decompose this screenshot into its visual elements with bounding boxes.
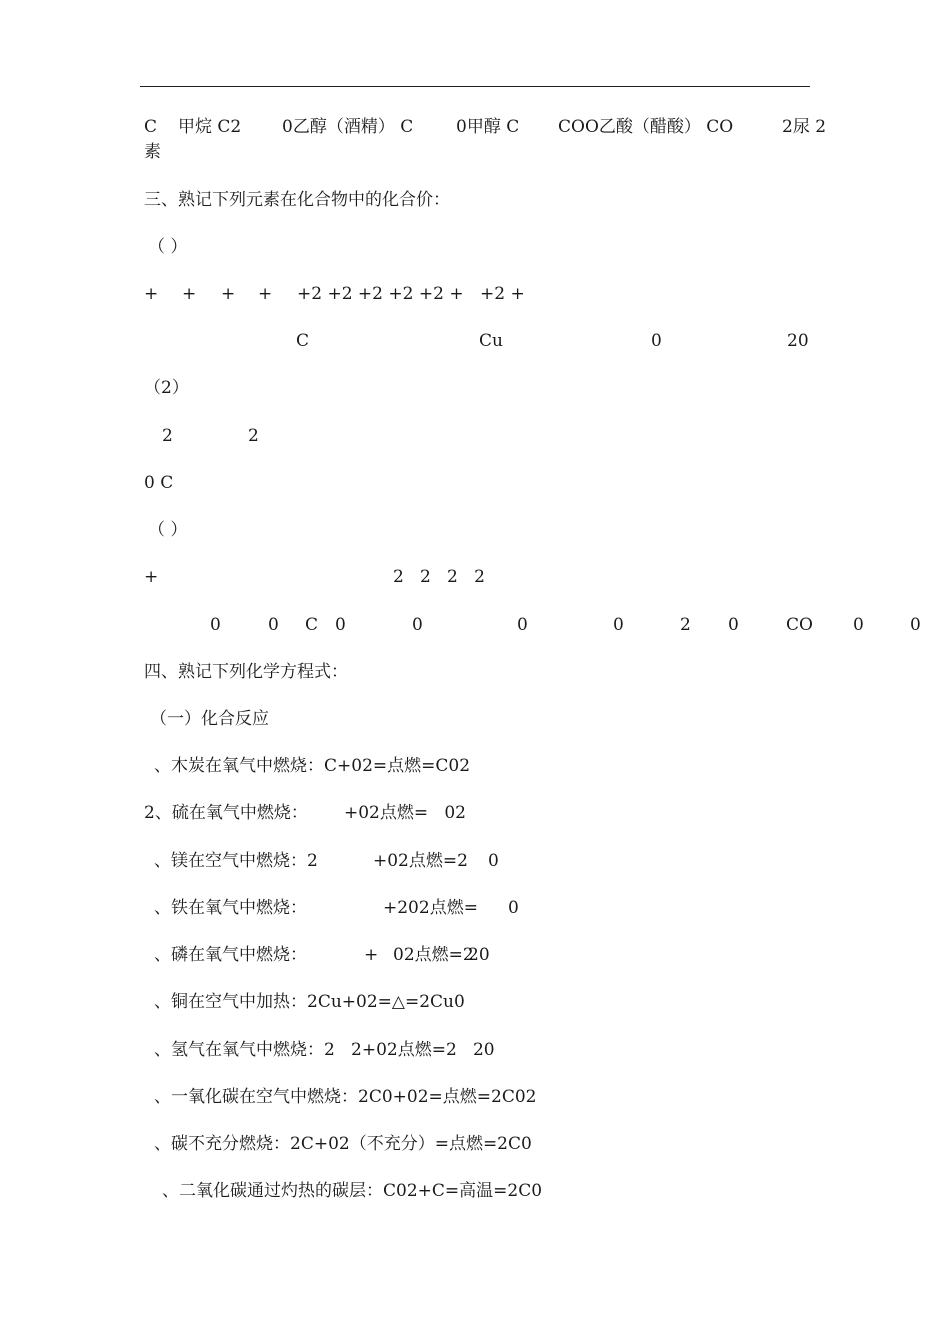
- plus-sign: +: [182, 284, 197, 304]
- equation-sulfur: 2、硫在氧气中燃烧：: [144, 803, 308, 823]
- equation-copper: 、铜在空气中加热：2Cu+02=△=2Cu0: [154, 992, 465, 1012]
- row3-nums: 2 2 2 2: [393, 567, 485, 587]
- equation-phosphorus-tail: 20: [468, 945, 490, 965]
- equation-magnesium: 、镁在空气中燃烧：2: [154, 851, 318, 871]
- plus-sign: +: [144, 284, 159, 304]
- element-label: C: [296, 331, 310, 351]
- formula-urea: 2尿 2: [782, 117, 827, 137]
- subscript-2: 2: [162, 426, 173, 446]
- paren-2: （2）: [144, 378, 189, 398]
- formula-wrap: 素: [144, 142, 161, 162]
- section-3-title: 三、熟记下列元素在化合物中的化合价：: [144, 190, 450, 210]
- equation-iron-tail: 0: [508, 898, 519, 918]
- subsection-title: （一）化合反应: [150, 709, 269, 729]
- row4-item: 0: [853, 615, 864, 635]
- header-rule: [140, 86, 810, 87]
- equation-phosphorus: 、磷在氧气中燃烧：: [154, 945, 307, 965]
- formula-methane: 甲烷 C2: [178, 117, 242, 137]
- plus-sign: +: [221, 284, 236, 304]
- plus-sign: +: [258, 284, 273, 304]
- row4-item: 0: [335, 615, 346, 635]
- equation-charcoal: 、木炭在氧气中燃烧：C+02=点燃=C02: [154, 756, 471, 776]
- equation-iron: 、铁在氧气中燃烧：: [154, 898, 307, 918]
- formula-c: C: [144, 117, 158, 137]
- equation-sulfur-tail: +02点燃= 02: [344, 803, 466, 823]
- equation-iron-tail: +202点燃=: [383, 898, 478, 918]
- section-4-title: 四、熟记下列化学方程式：: [144, 662, 348, 682]
- element-label: Cu: [479, 331, 503, 351]
- equation-incomplete-carbon: 、碳不充分燃烧：2C+02（不充分）=点燃=2C0: [154, 1134, 532, 1154]
- paren-3: （ ）: [148, 520, 188, 540]
- equation-phosphorus-tail: +: [364, 945, 379, 965]
- row4-item: 0: [728, 615, 739, 635]
- formula-ethanol: 0乙醇（酒精） C: [282, 117, 414, 137]
- row4-item: CO: [786, 615, 813, 635]
- row4-item: 0: [613, 615, 624, 635]
- paren-1: （ ）: [148, 237, 188, 257]
- row4-item: C: [305, 615, 319, 635]
- element-label: 20: [787, 331, 809, 351]
- valence-list: +2 +2 +2 +2 +2 +: [297, 284, 464, 304]
- equation-carbon-dioxide: 、二氧化碳通过灼热的碳层：C02+C=高温=2C0: [162, 1181, 543, 1201]
- row4-item: 0: [517, 615, 528, 635]
- subscript-2: 2: [248, 426, 259, 446]
- formula-acetic-acid: COO乙酸（醋酸） CO: [558, 117, 734, 137]
- valence-end: +2 +: [480, 284, 525, 304]
- formula-methanol: 0甲醇 C: [456, 117, 520, 137]
- plus-sign: +: [144, 567, 159, 587]
- row4-item: 0: [210, 615, 221, 635]
- row4-item: 0: [412, 615, 423, 635]
- row4-item: 2: [680, 615, 691, 635]
- row4-item: 0: [268, 615, 279, 635]
- equation-hydrogen: 、氢气在氧气中燃烧：2 2+02点燃=2 20: [154, 1040, 495, 1060]
- row-oc: 0 C: [144, 473, 174, 493]
- row4-item: 0: [910, 615, 921, 635]
- equation-magnesium-tail: 0: [488, 851, 499, 871]
- equation-phosphorus-tail: 02点燃=2: [393, 945, 474, 965]
- equation-magnesium-tail: +02点燃=2: [373, 851, 468, 871]
- element-label: 0: [651, 331, 662, 351]
- equation-carbon-monoxide: 、一氧化碳在空气中燃烧：2C0+02=点燃=2C02: [154, 1087, 537, 1107]
